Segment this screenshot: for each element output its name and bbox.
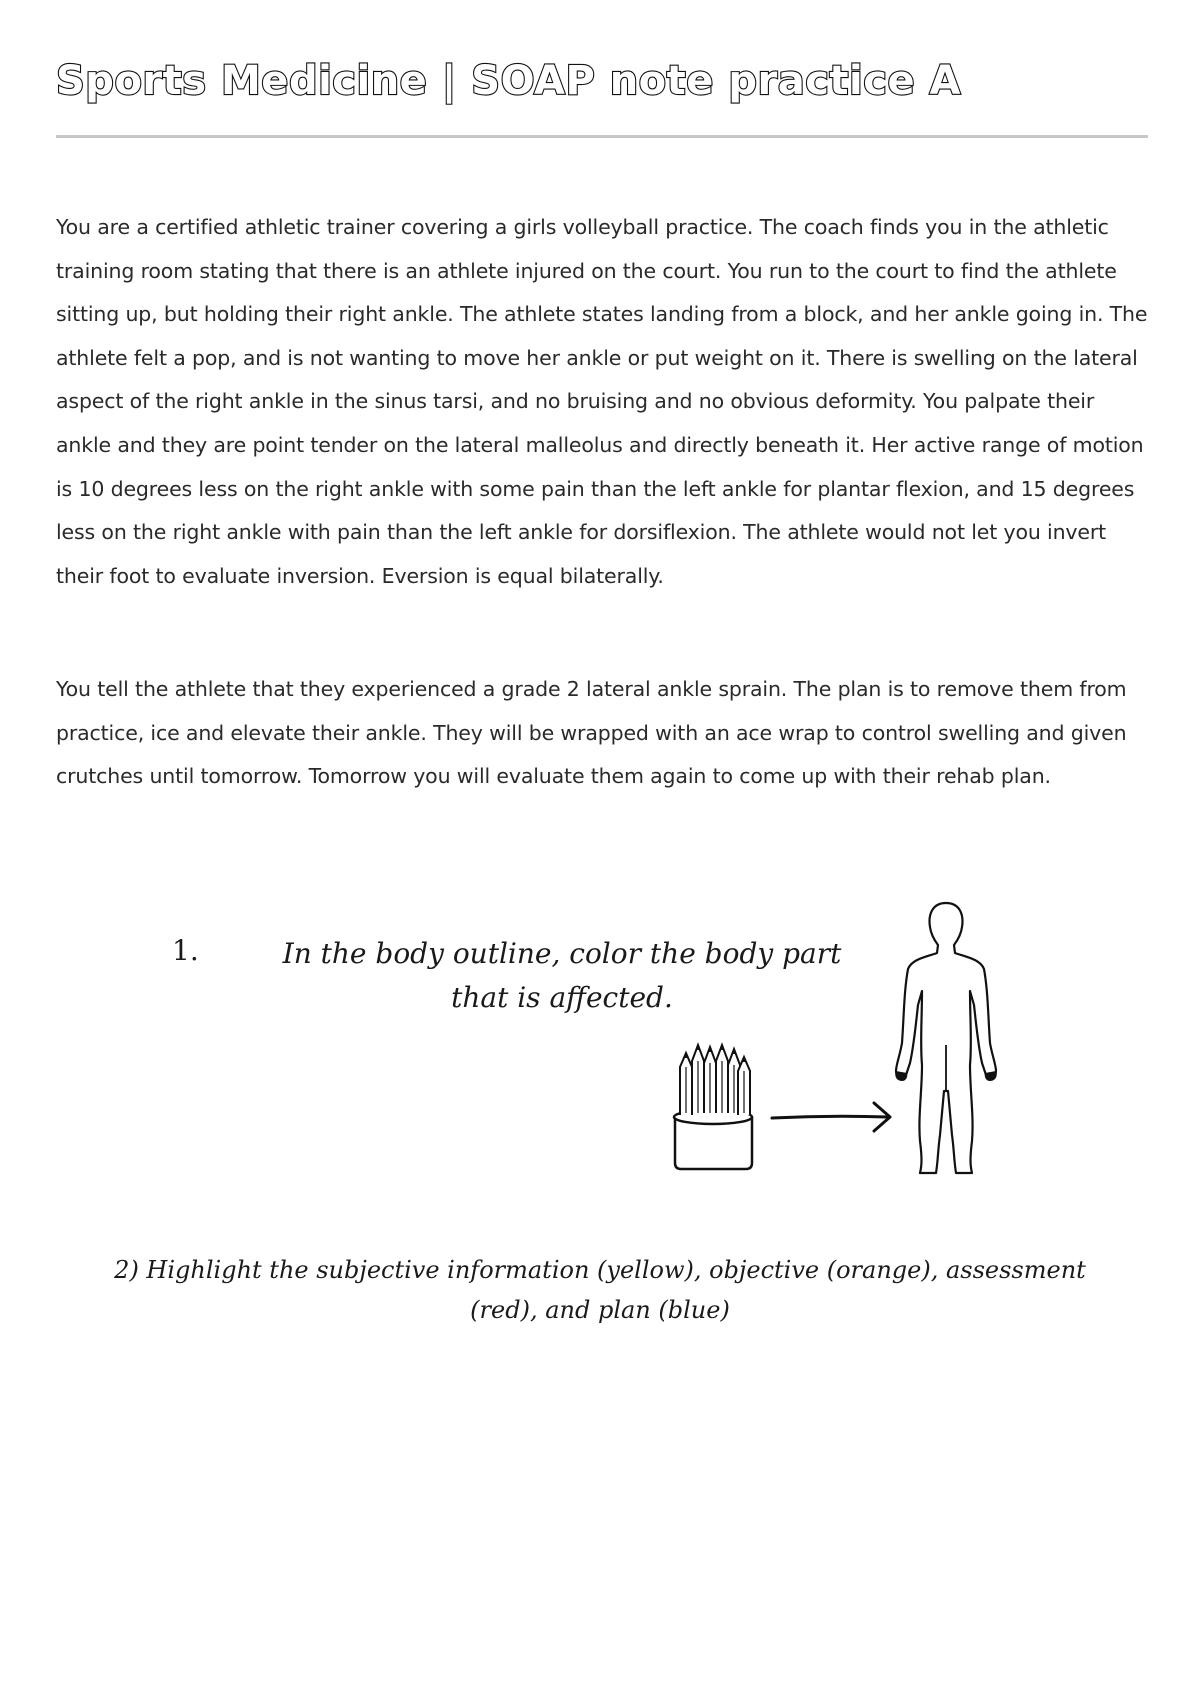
scenario-paragraph-1: You are a certified athletic trainer covering a girls volleyball practice. The coach finds you in the athletic training room stating that there is an athlete injured on the court. You run to the court to find the athlete sitting up, but holding their right ankle. The athlete states landing from a block, and her ankle going in. The athlete felt a pop, and is not wanting to move her ankle or put weight on it. There is swelling on the lateral aspect of the right ankle in the sinus tarsi, and no bruising and no obvious deformity. You palpate their ankle and they are point tender on the lateral malleolus and directly beneath it. Her active range of motion is 10 degrees less on the right ankle with some pain than the left ankle for plantar flexion, and 15 degrees less on the right ankle with pain than the left ankle for dorsiflexion. The athlete would not let you invert their foot to evaluate inversion. Eversion is equal bilaterally. xyxy=(56,215,1148,588)
pencil-cup-icon xyxy=(674,1045,752,1169)
arrow-right-icon xyxy=(772,1103,890,1131)
title-divider xyxy=(56,135,1148,138)
task-1-number: 1. xyxy=(172,934,199,967)
task-1-instruction: In the body outline, color the body part that is affected. xyxy=(282,937,842,1014)
page-title: Sports Medicine | SOAP note practice A xyxy=(56,58,961,104)
task-2-instruction: 2) Highlight the subjective information (yellow), objective (orange), assessment (red), and plan (blue) xyxy=(114,1256,1086,1324)
coloring-illustration xyxy=(660,895,1020,1175)
scenario-paragraph-2: You tell the athlete that they experienced a grade 2 lateral ankle sprain. The plan is to remove them from practice, ice and elevate their ankle. They will be wrapped with an ace wrap to control swelling and given crutches until tomorrow. Tomorrow you will evaluate them again to come up with their rehab plan. xyxy=(56,677,1127,789)
body-outline-icon xyxy=(895,903,997,1173)
